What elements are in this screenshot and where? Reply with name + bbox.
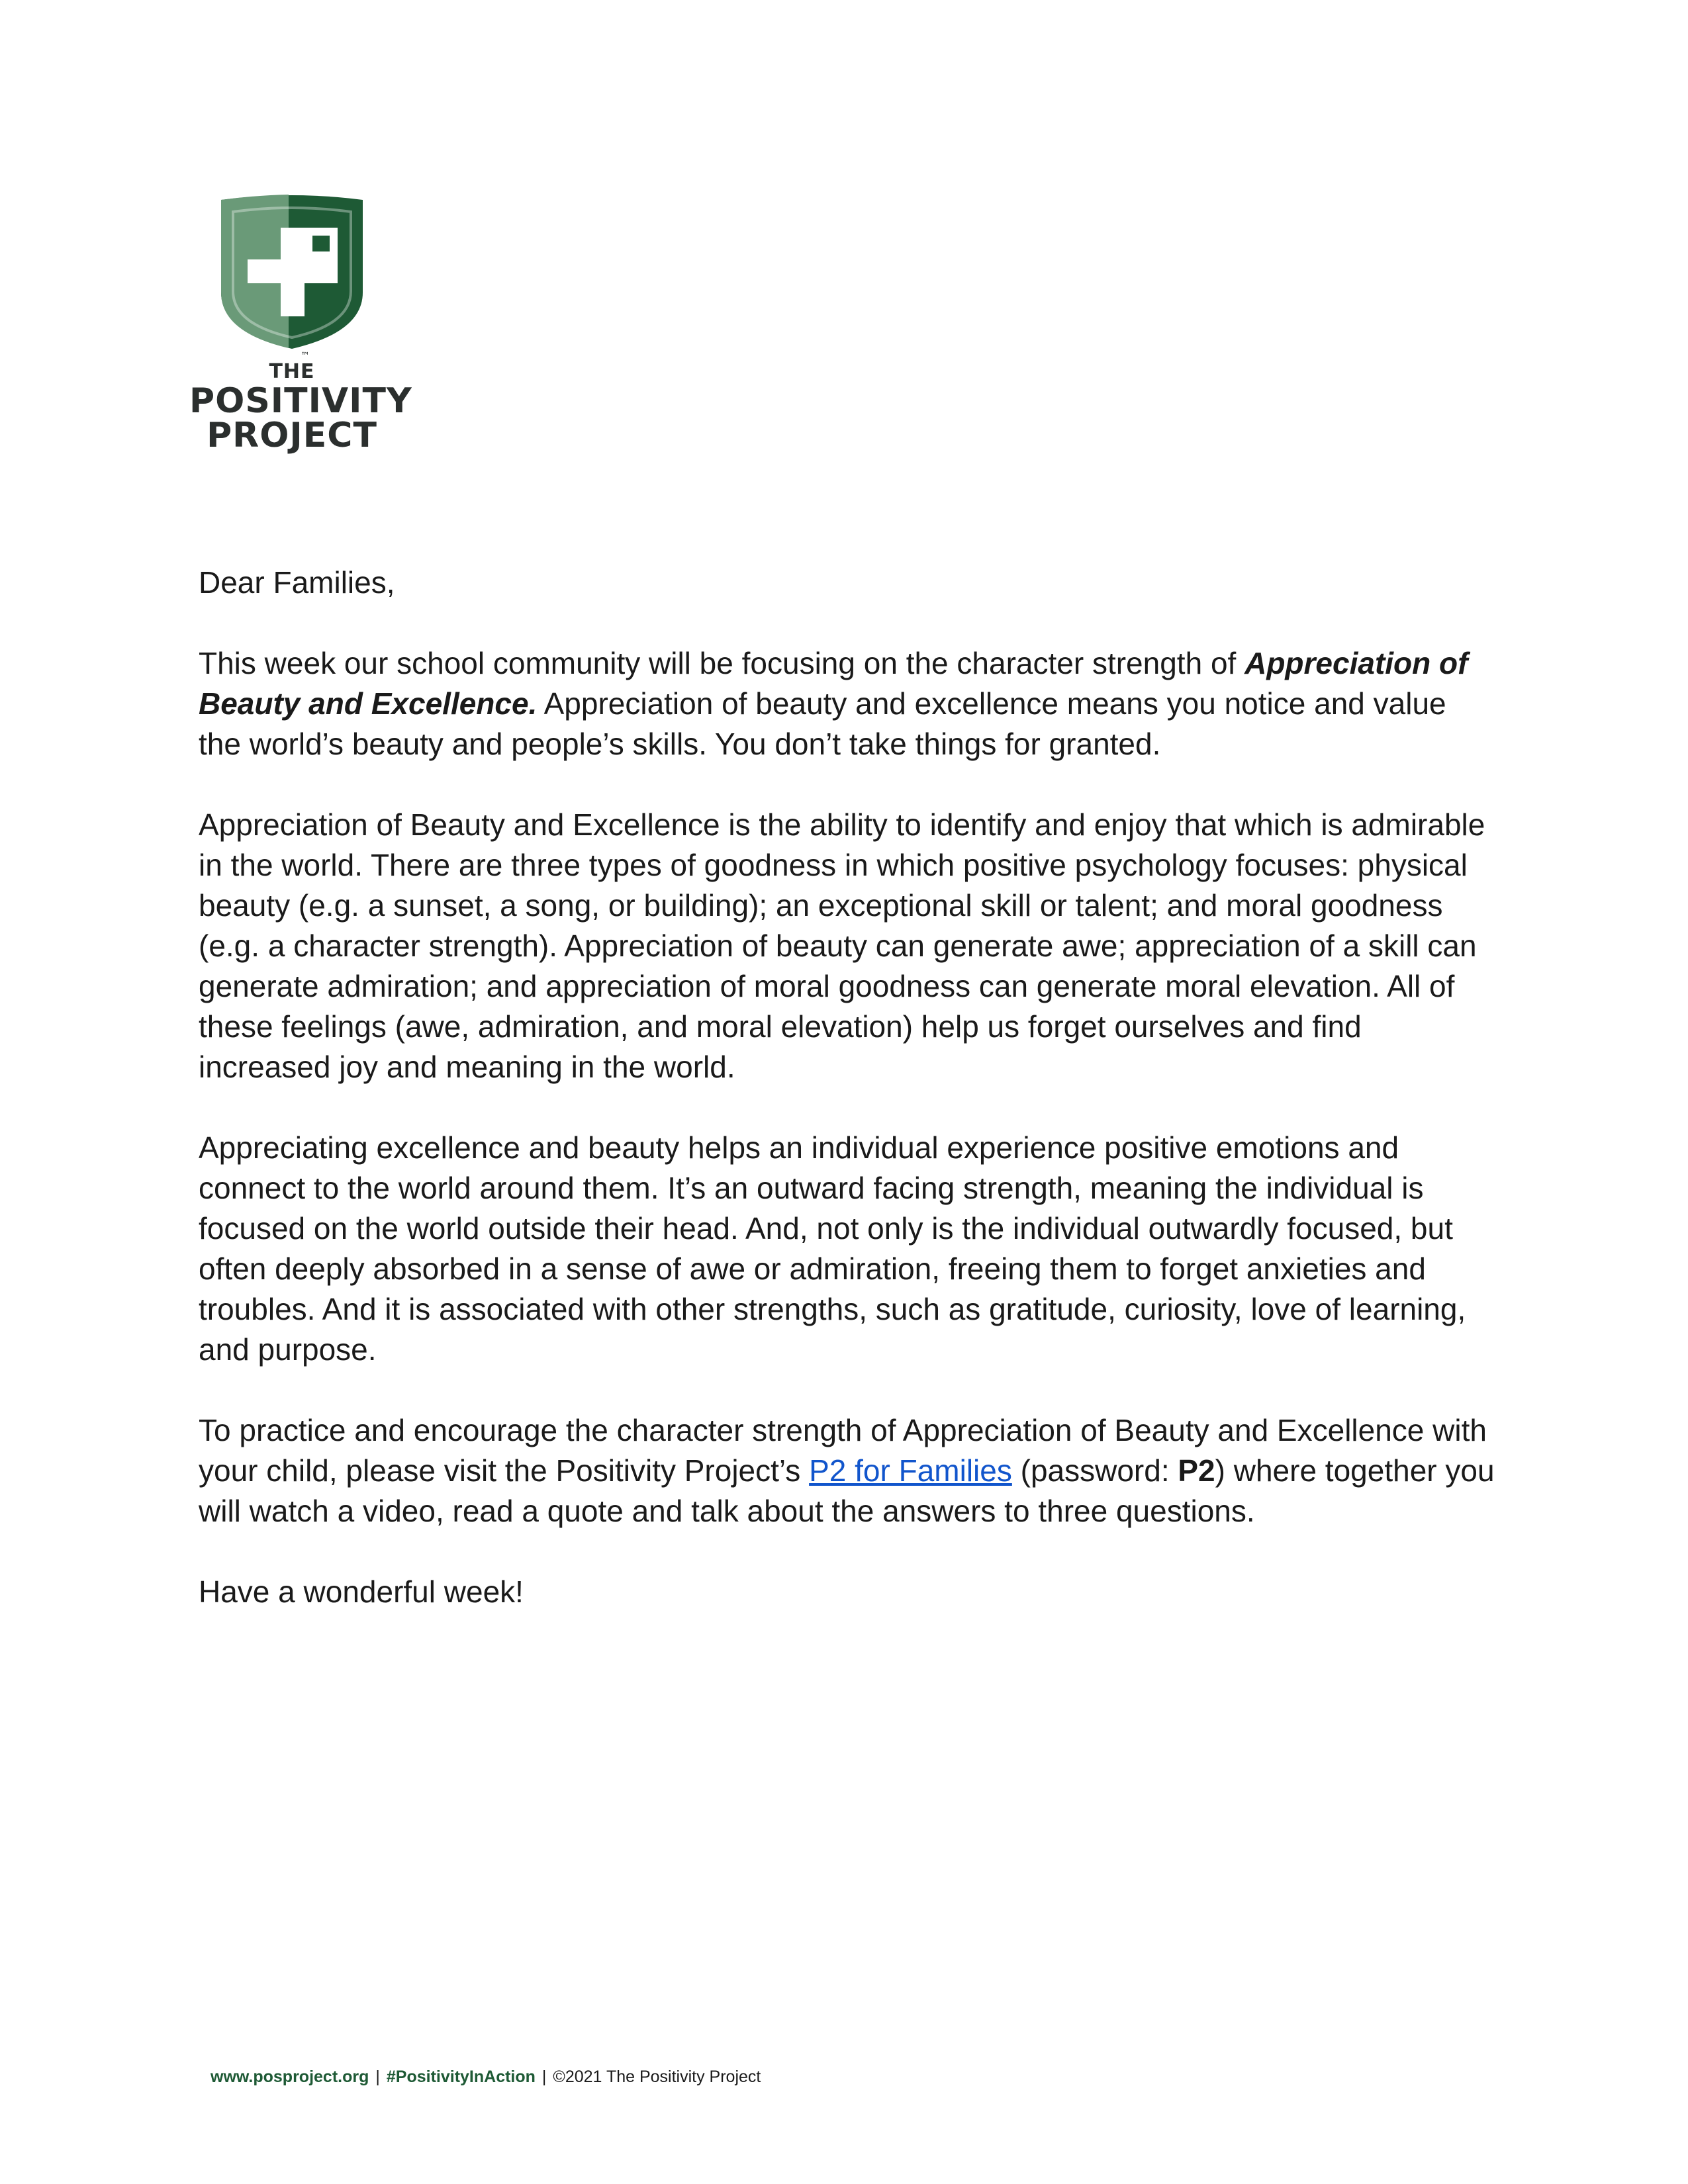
footer-separator-2: | xyxy=(541,2068,547,2086)
footer-copyright: ©2021 The Positivity Project xyxy=(553,2068,761,2086)
footer xyxy=(211,2068,761,2087)
logo-text-project: PROJECT xyxy=(207,416,377,455)
footer-separator: | xyxy=(375,2068,380,2086)
footer-website-link[interactable]: www.posproject.org xyxy=(211,2068,369,2086)
positivity-project-logo xyxy=(189,193,412,455)
paragraph-intro xyxy=(199,643,1496,764)
letter-body xyxy=(199,563,1496,1653)
logo-text-the: THE xyxy=(269,360,315,383)
intro-text: This week our school community will be focusing on the character strength of xyxy=(199,646,1245,680)
logo-text-positivity: POSITIVITY xyxy=(189,381,412,421)
password-label: (password: xyxy=(1011,1453,1178,1488)
closing: Have a wonderful week! xyxy=(199,1574,524,1609)
shield-plus-icon xyxy=(189,193,395,359)
practice-text: To practice and encourage the character strength of Appreciation of Beauty and Excellence with your child, please visit the Positivity Project’s xyxy=(199,1413,1487,1488)
character-strength-name: Appreciation of Beauty and Excellence. xyxy=(199,646,1468,721)
greeting: Dear Families, xyxy=(199,565,395,600)
trademark-mark: ™ xyxy=(301,351,310,359)
practice-text-end: ) where together you will watch a video, read a quote and talk about the answers to three questions. xyxy=(199,1453,1495,1528)
footer-hashtag: #PositivityInAction xyxy=(386,2068,536,2086)
password-value: P2 xyxy=(1178,1453,1215,1488)
paragraph-explanation: Appreciation of Beauty and Excellence is the ability to identify and enjoy that which is admirable in the world. There are three types of goodness in which positive psychology focuses: physical beauty (e.g. a sunset, a song, or building); an exceptional skill or talent; and moral goodness (e.g. a character strength). Appreciation of beauty can generate awe; appreciation of a skill can generate admiration; and appreciation of moral goodness can generate moral elevation. All of these feelings (awe, admiration, and moral elevation) help us forget ourselves and find increased joy and meaning in the world. xyxy=(199,807,1485,1084)
paragraph-benefits: Appreciating excellence and beauty helps an individual experience positive emotions and connect to the world around them. It’s an outward facing strength, meaning the individual is focused on the world outside their head. And, not only is the individual outwardly focused, but often deeply absorbed in a sense of awe or admiration, freeing them to forget anxieties and troubles. And it is associated with other strengths, such as gratitude, curiosity, love of learning, and purpose. xyxy=(199,1130,1466,1367)
paragraph-practice xyxy=(199,1410,1496,1531)
intro-definition: Appreciation of beauty and excellence means you notice and value the world’s beauty and people’s skills. You don’t take things for granted. xyxy=(199,686,1446,761)
p2-for-families-link[interactable]: P2 for Families xyxy=(809,1453,1012,1488)
